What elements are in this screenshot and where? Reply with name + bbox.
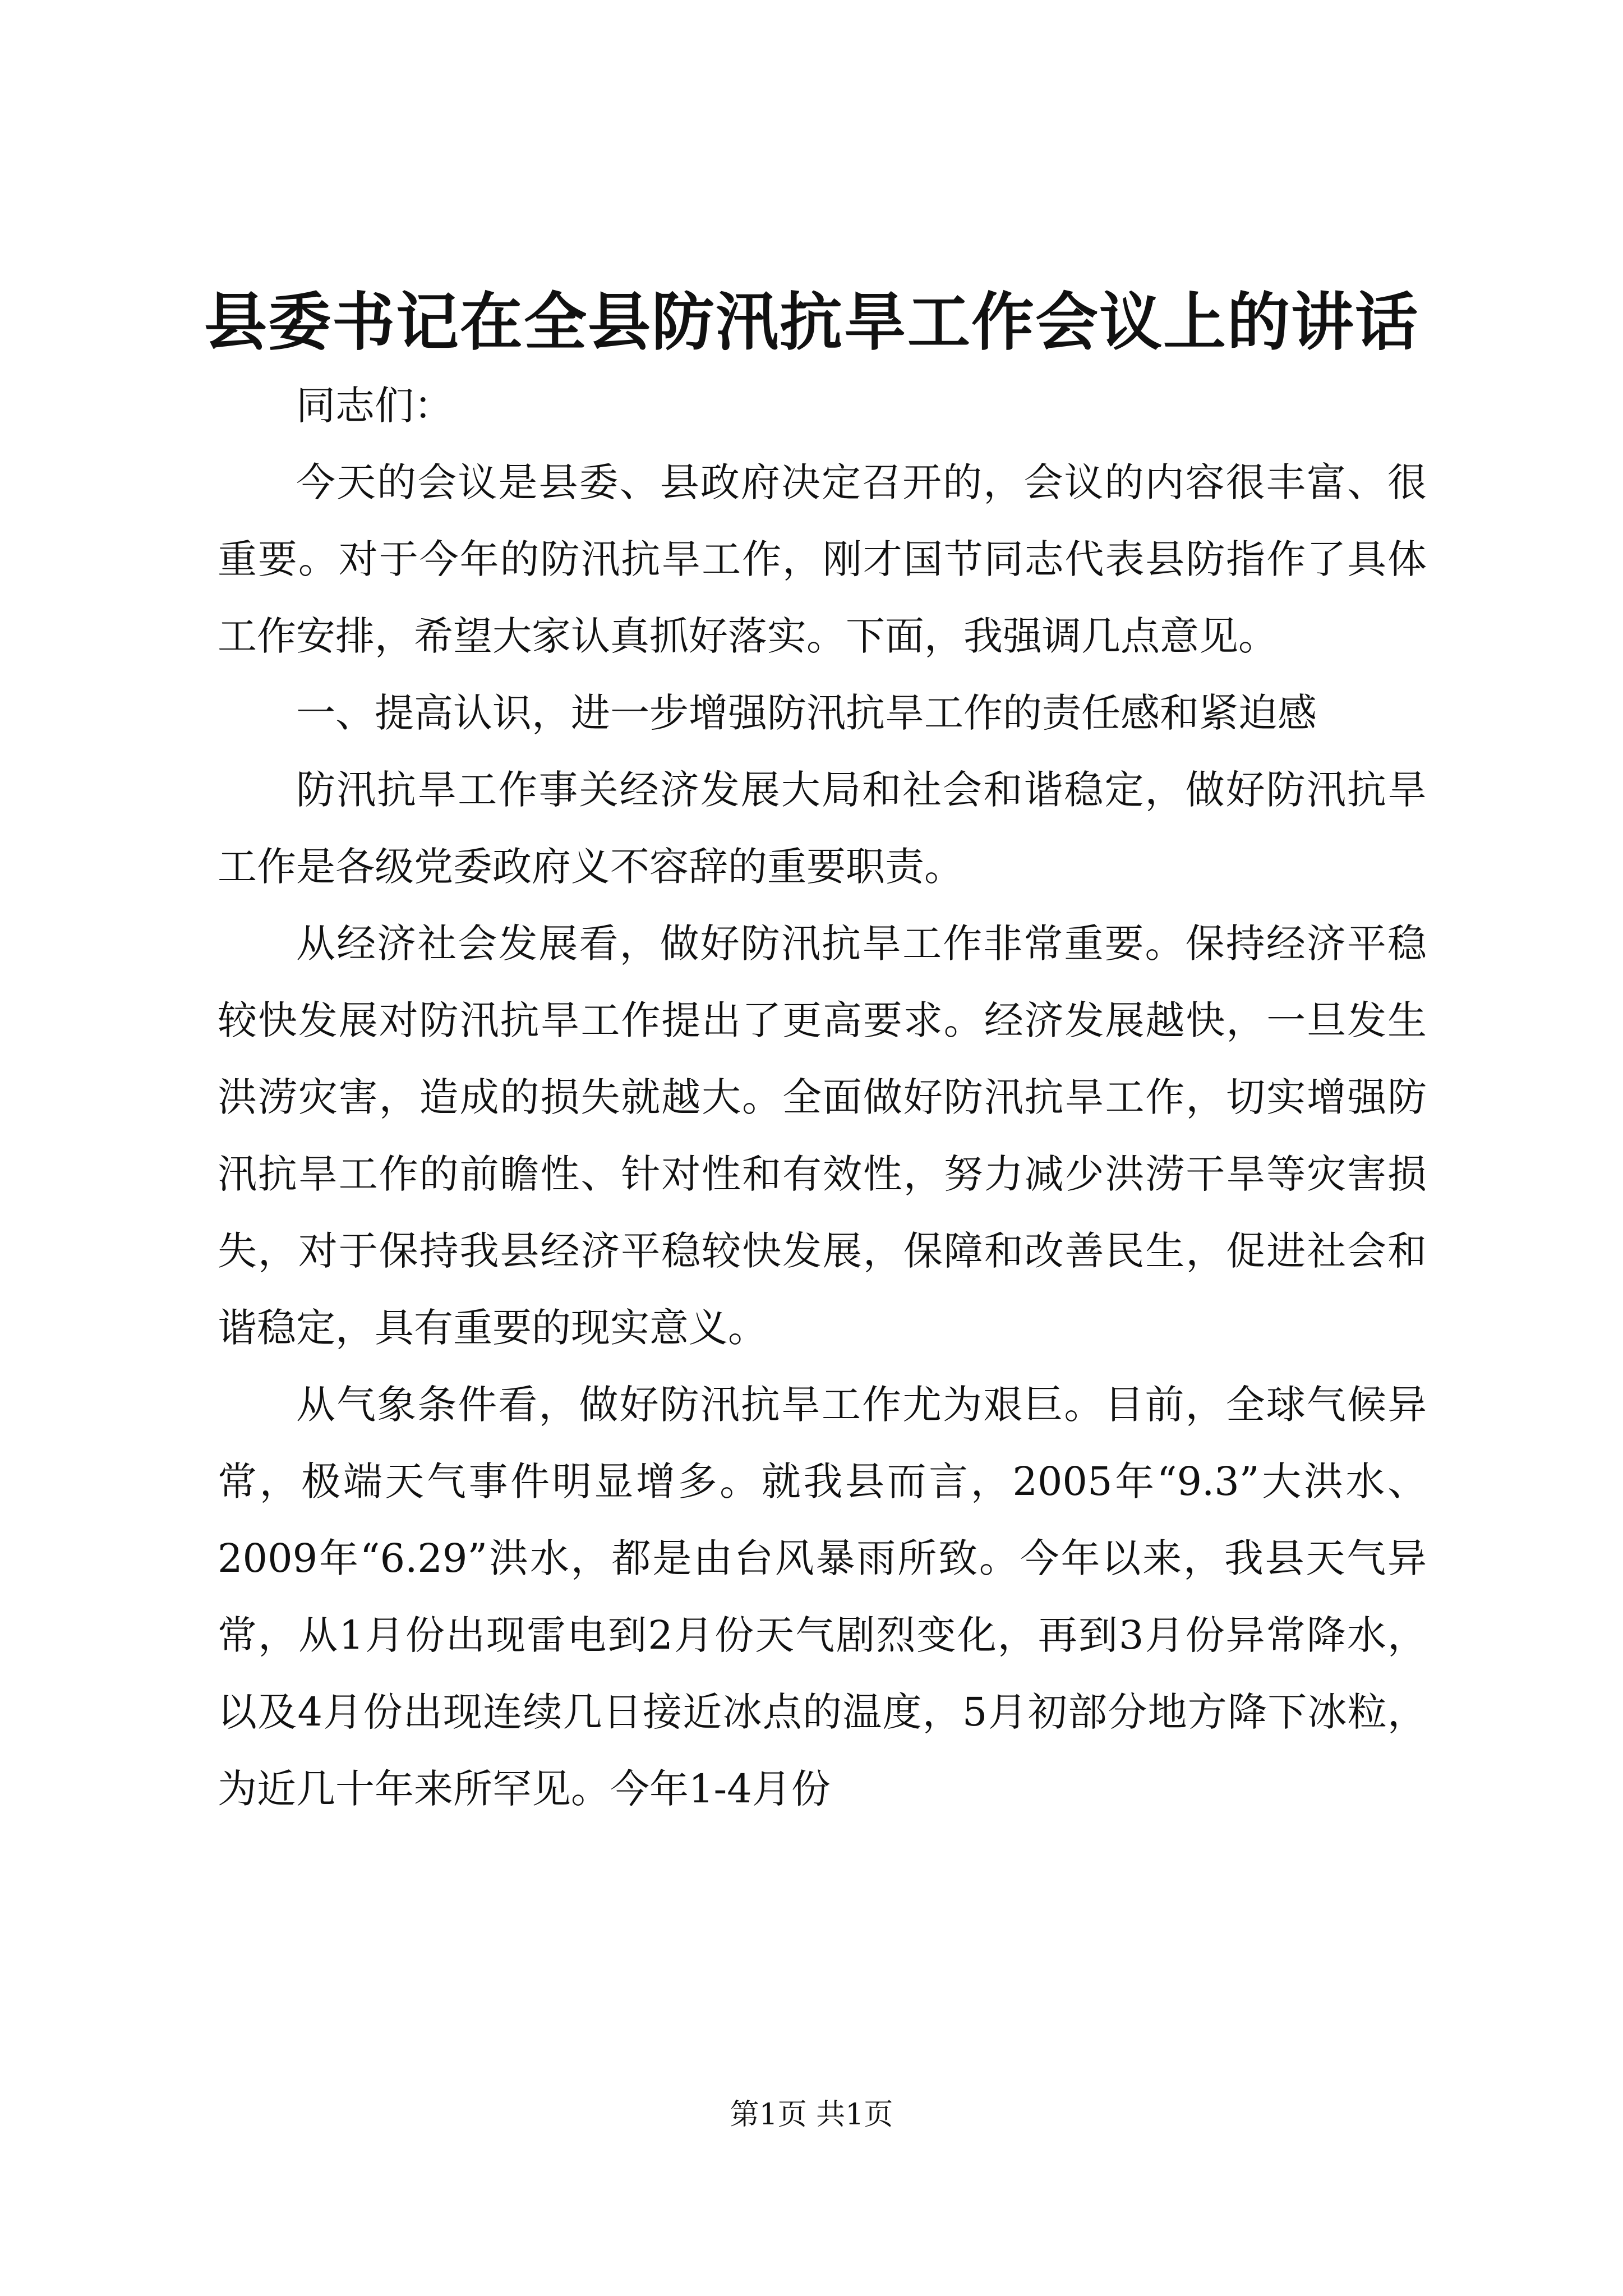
paragraph-section-1-lead: 防汛抗旱工作事关经济发展大局和社会和谐稳定，做好防汛抗旱工作是各级党委政府义不容辞的重要职责。 [218, 767, 1427, 890]
document-title: 县委书记在全县防汛抗旱工作会议上的讲话 [204, 286, 1419, 359]
section-heading-1: 一、提高认识，进一步增强防汛抗旱工作的责任感和紧迫感 [296, 690, 1317, 736]
document-body [218, 367, 1427, 1828]
paragraph-intro: 今天的会议是县委、县政府决定召开的，会议的内容很丰富、很重要。对于今年的防汛抗旱工作，刚才国节同志代表县防指作了具体工作安排，希望大家认真抓好落实。下面，我强调几点意见。 [218, 459, 1427, 659]
paragraph-weather: 从气象条件看，做好防汛抗旱工作尤为艰巨。目前，全球气候异常，极端天气事件明显增多。就我县而言，2005年“9.3”大洪水、2009年“6.29”洪水，都是由台风暴雨所致。今年以来，我县天气异常，从1月份出现雷电到2月份天气剧烈变化，再到3月份异常降水，以及4月份出现连续几日接近冰点的温度，5月初部分地方降下冰粒，为近几十年来所罕见。今年1-4月份 [218, 1382, 1427, 1812]
paragraph-economic: 从经济社会发展看，做好防汛抗旱工作非常重要。保持经济平稳较快发展对防汛抗旱工作提出了更高要求。经济发展越快，一旦发生洪涝灾害，造成的损失就越大。全面做好防汛抗旱工作，切实增强防汛抗旱工作的前瞻性、针对性和有效性，努力减少洪涝干旱等灾害损失，对于保持我县经济平稳较快发展，保障和改善民生，促进社会和谐稳定，具有重要的现实意义。 [218, 921, 1427, 1351]
salutation: 同志们： [296, 383, 453, 429]
page-footer: 第1页 共1页 [730, 2098, 893, 2132]
